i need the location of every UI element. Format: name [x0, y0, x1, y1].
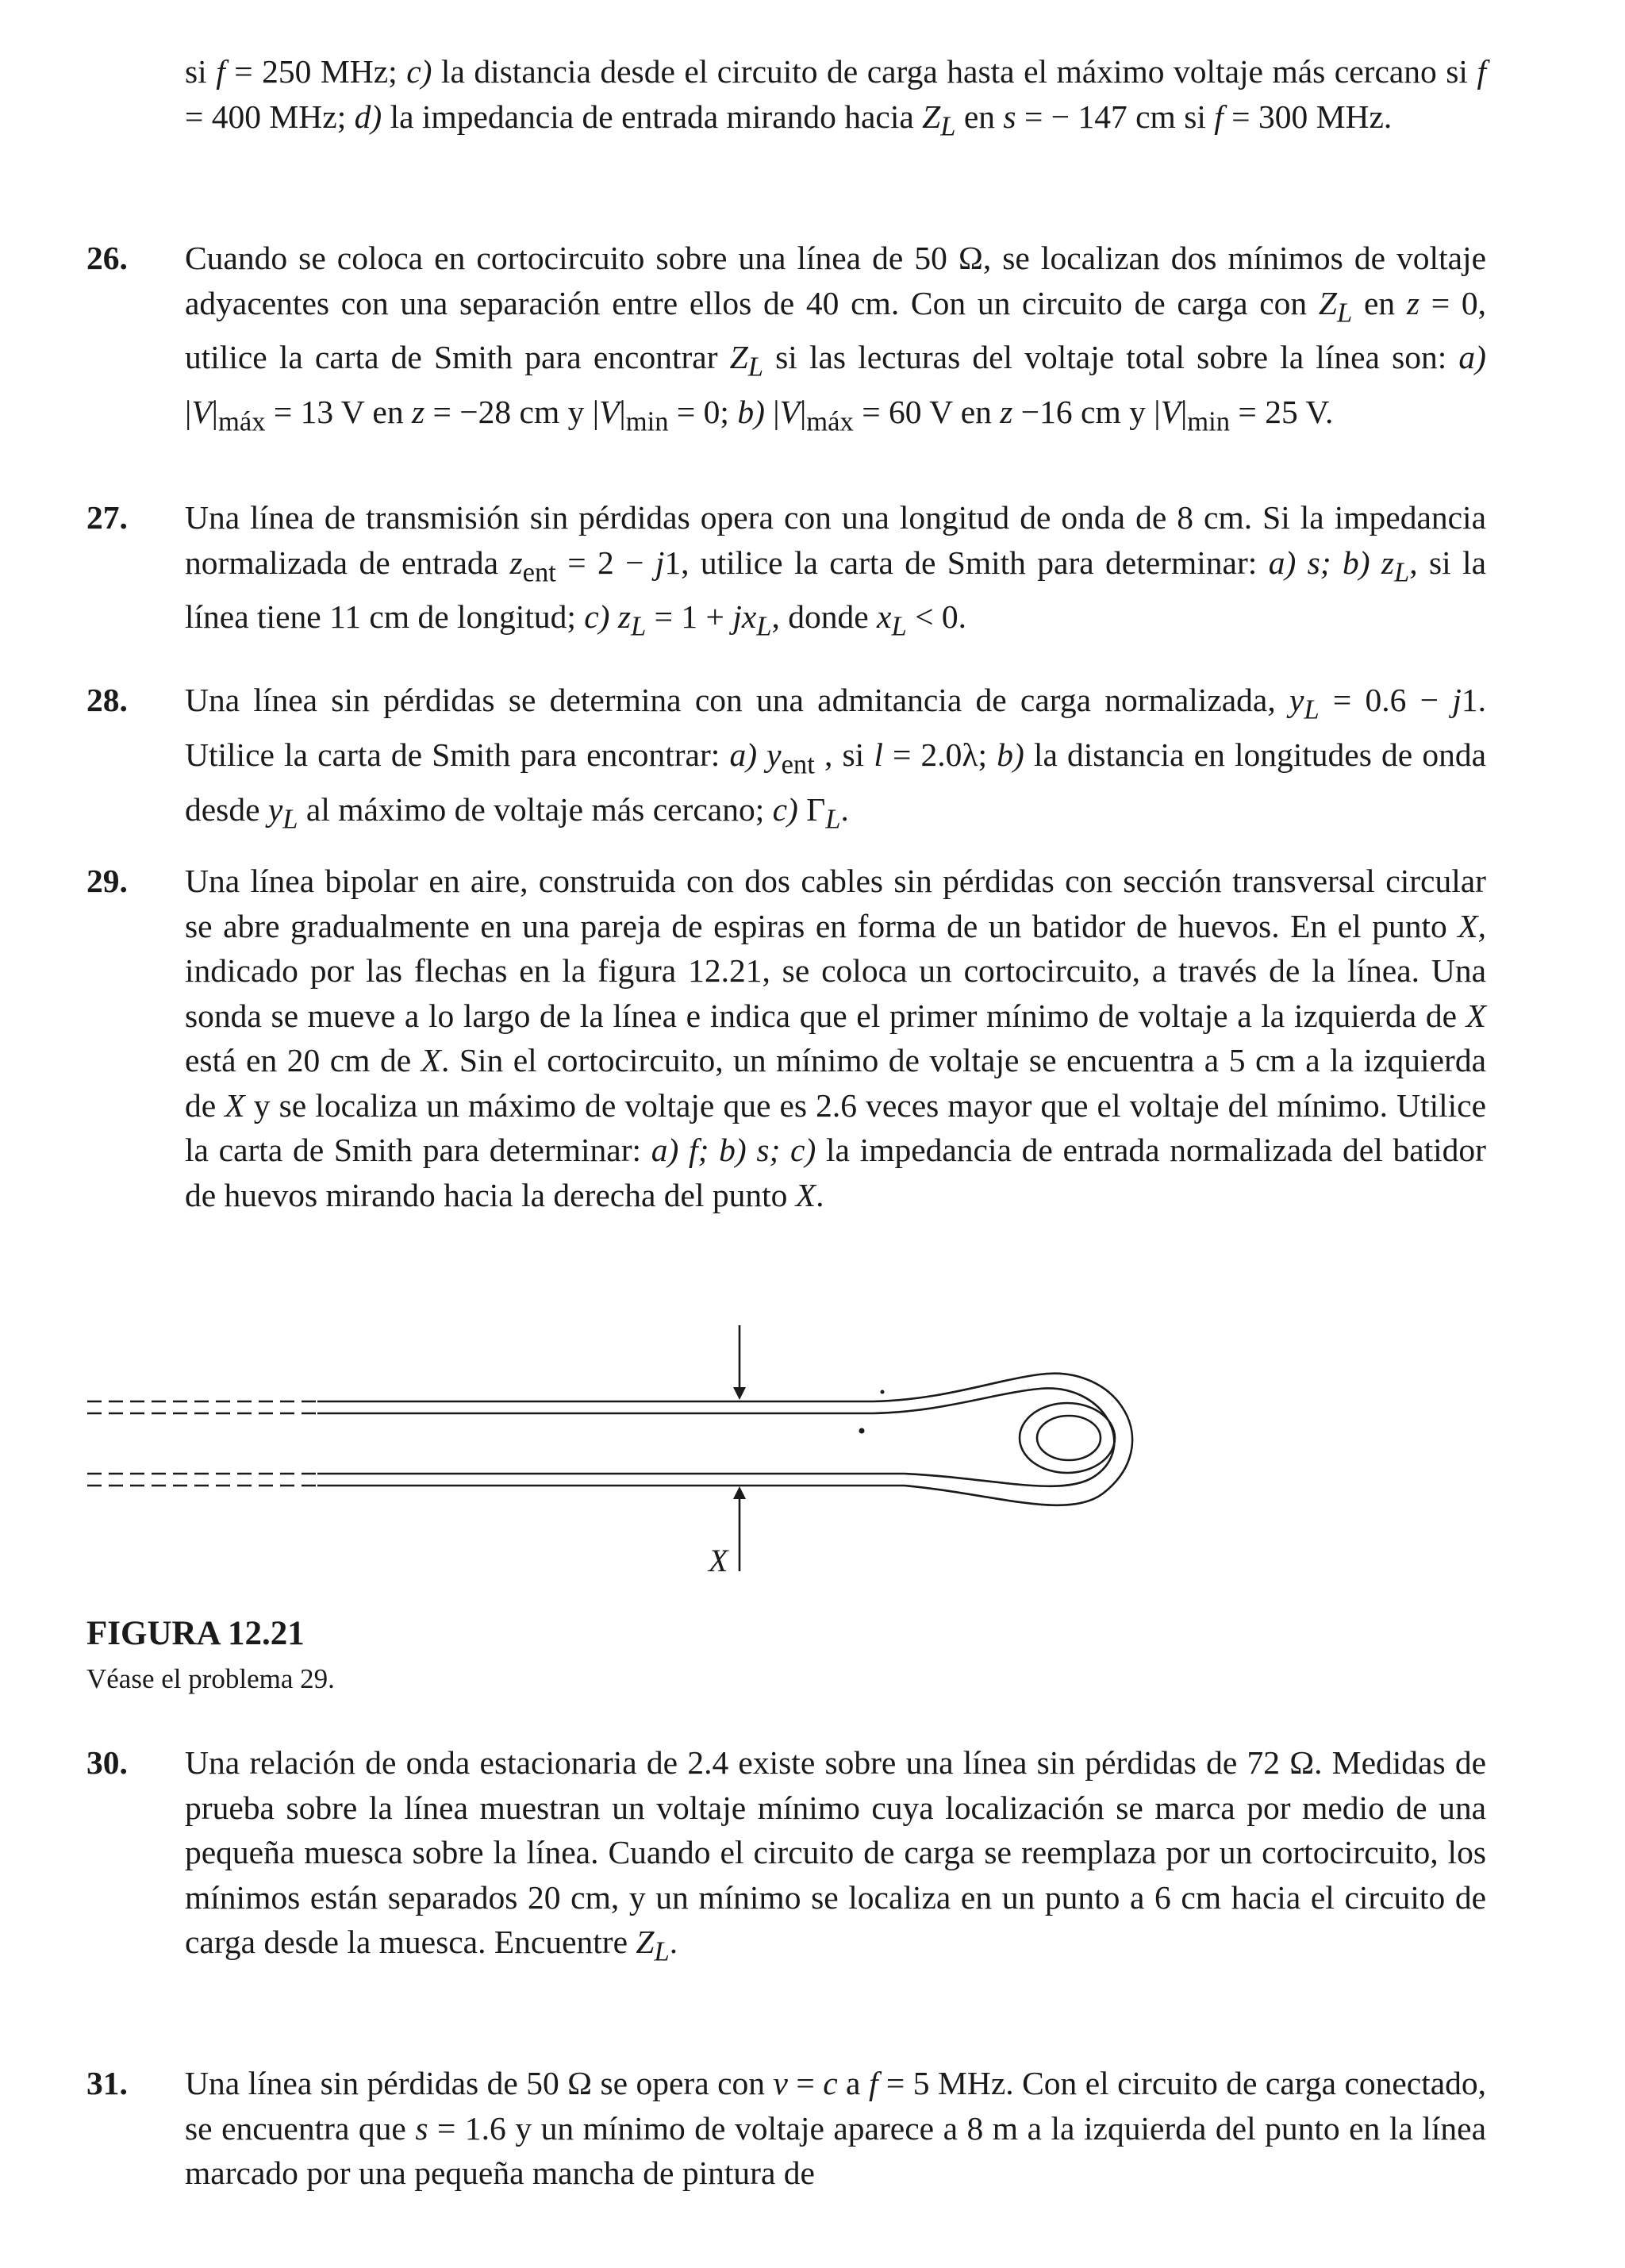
problem-number: 27.	[86, 499, 128, 536]
figure-caption: Véase el problema 29.	[86, 1663, 335, 1694]
problem-text: Una línea sin pérdidas se determina con una admitancia de carga normalizada, $y_L = 0.6 - j1$. Utilice la carta de Smith para encontrar: a) $y_{ent}$ , si l = 2.0λ; b) la distancia en longitudes de onda desde $y_L$ al máximo de voltaje más cercano; c) $\Gamma_L$.	[185, 682, 1486, 834]
problem-text: Una línea sin pérdidas de 50 Ω se opera con v = c a f = 5 MHz. Con el circuito de carga conectado, se encuentra que s = 1.6 y un mínimo de voltaje aparece a 8 m a la izquierda del punto en la línea marcado por una pequeña mancha de pintura de	[185, 2065, 1487, 2191]
arrow-top-head	[733, 1387, 746, 1400]
problem-27	[86, 495, 1486, 649]
figure-title: FIGURA 12.21	[86, 1615, 305, 1652]
continuation-paragraph	[185, 49, 1486, 148]
problem-29	[86, 859, 1486, 1217]
problem-31	[86, 2061, 1486, 2196]
problem-text: Una línea de transmisión sin pérdidas opera con una longitud de onda de 8 cm. Si la impedancia normalizada de entrada $z_{ent} = 2 - j1$, utilice la carta de Smith para determinar: a) s; b) $z_L$, si la línea tiene 11 cm de longitud; c) $z_L = 1 + jx_L$, donde $x_L < 0$.	[185, 499, 1486, 642]
problem-text: Una línea bipolar en aire, construida con dos cables sin pérdidas con sección transversal circular se abre gradualmente en una pareja de espiras en forma de un batidor de huevos. En el punto X, indicado por las flechas en la figura 12.21, se coloca un cortocircuito, a través de la línea. Una sonda se mueve a lo largo de la línea e indica que el primer mínimo de voltaje a la izquierda de X está en 20 cm de X. Sin el cortocircuito, un mínimo de voltaje se encuentra a 5 cm a la izquierda de X y se localiza un máximo de voltaje que es 2.6 veces mayor que el voltaje del mínimo. Utilice la carta de Smith para determinar: a) f; b) s; c) la impedancia de entrada normalizada del batidor de huevos mirando hacia la derecha del punto X.	[185, 863, 1487, 1213]
problem-text: Una relación de onda estacionaria de 2.4 existe sobre una línea sin pérdidas de 72 Ω. Medidas de prueba sobre la línea muestran un voltaje mínimo cuya localización se marca por medio de una pequeña muesca sobre la línea. Cuando el circuito de carga se reemplaza por un cortocircuito, los mínimos están separados 20 cm, y un mínimo se localiza en un punto a 6 cm hacia el circuito de carga desde la muesca. Encuentre $Z_L$.	[185, 1744, 1486, 1967]
arrow-bottom-head	[733, 1486, 746, 1499]
figure-12-21-eggbeater-line	[79, 1317, 1174, 1603]
problem-number: 31.	[86, 2065, 128, 2101]
problem-30	[86, 1740, 1486, 1974]
problem-26	[86, 236, 1486, 444]
continuation-text: si f = 250 MHz; c) la distancia desde el circuito de carga hasta el máximo voltaje más cercano si f = 400 MHz; d) la impedancia de entrada mirando hacia $Z_L$ en s = − 147 cm si f = 300 MHz.	[185, 53, 1486, 141]
problem-number: 28.	[86, 682, 128, 718]
marker-dot	[859, 1428, 865, 1434]
loop-inner	[1037, 1416, 1101, 1460]
point-x-label: X	[709, 1543, 728, 1578]
problem-text: Cuando se coloca en cortocircuito sobre una línea de 50 Ω, se localizan dos mínimos de voltaje adyacentes con una separación entre ellos de 40 cm. Con un circuito de carga con $Z_L$ en z = 0, utilice la carta de Smith para encontrar $Z_L$ si las lecturas del voltaje total sobre la línea son: a) $|V|_{máx} = 13$ V en z = −28 cm y $|V|_{min} = 0$; b) $|V|_{máx} = 60$ V en z −16 cm y $|V|_{min} = 25$ V.	[185, 240, 1487, 437]
problem-28	[86, 678, 1486, 841]
eggbeater-diagram	[79, 1317, 1174, 1603]
problem-number: 26.	[86, 240, 128, 276]
problem-number: 29.	[86, 863, 128, 899]
inner-wire	[317, 1388, 1114, 1486]
problem-number: 30.	[86, 1744, 128, 1781]
marker-dot-small	[881, 1390, 885, 1394]
